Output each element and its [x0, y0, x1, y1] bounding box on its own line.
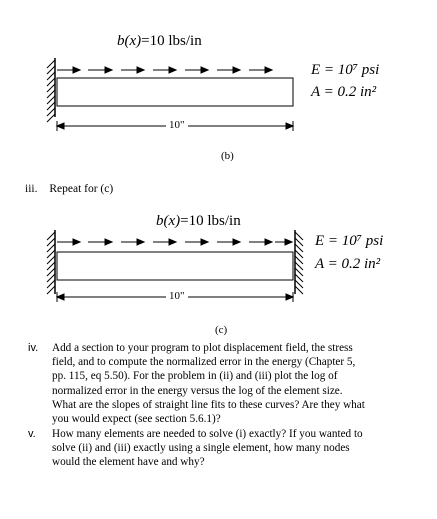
text-line: Add a section to your program to plot displacement field, the stress	[52, 342, 353, 354]
problem-iv-number: iv.	[28, 342, 39, 354]
distributed-load-arrows	[57, 67, 272, 73]
load-function: b(x)	[117, 33, 142, 49]
problem-iv-text	[52, 341, 365, 426]
text-line: solve (ii) and (iii) exactly using a single element, how many nodes	[52, 442, 350, 455]
fixed-wall-left	[47, 58, 55, 122]
bar-element	[57, 78, 293, 106]
problem-v-number: v.	[28, 428, 36, 440]
problem-iii-number: iii.	[25, 183, 38, 195]
fixed-wall-right	[295, 230, 303, 294]
figure-c-area: A = 0.2 in²	[315, 256, 381, 272]
problem-iv	[28, 341, 433, 431]
problem-v	[28, 427, 433, 473]
problem-v-text	[52, 427, 363, 470]
text-line: field, and to compute the normalized error in the energy (Chapter 5,	[52, 356, 356, 369]
figure-b-area: A = 0.2 in²	[311, 84, 377, 100]
text-line: normalized error in the energy versus the log of the element size.	[52, 384, 343, 397]
problem-iii	[25, 183, 113, 195]
load-function: b(x)	[156, 213, 181, 229]
text-line: you would expect (see section 5.6.1)?	[52, 413, 221, 426]
figure-c-modulus: E = 10⁷ psi	[315, 233, 384, 249]
text-line: What are the slopes of straight line fits to these curves? Are they what	[52, 398, 365, 411]
text-line: pp. 115, eq 5.50). For the problem in (ii) and (iii) plot the log of	[52, 370, 338, 383]
figure-c-length-label: 10"	[166, 290, 188, 302]
load-value: =10 lbs/in	[180, 213, 241, 229]
figure-b-length-label: 10"	[166, 119, 188, 131]
distributed-load-arrows	[57, 239, 292, 245]
figure-c-caption: (c)	[215, 324, 228, 336]
problem-iii-text: Repeat for (c)	[49, 183, 114, 195]
load-value: =10 lbs/in	[141, 33, 202, 49]
figure-b-caption: (b)	[221, 150, 234, 162]
text-line: would the element have and why?	[52, 456, 205, 469]
bar-element	[57, 252, 293, 280]
fixed-wall-left	[47, 230, 55, 294]
figure-b-modulus: E = 10⁷ psi	[311, 62, 380, 78]
text-line: How many elements are needed to solve (i) exactly? If you wanted to	[52, 428, 363, 440]
